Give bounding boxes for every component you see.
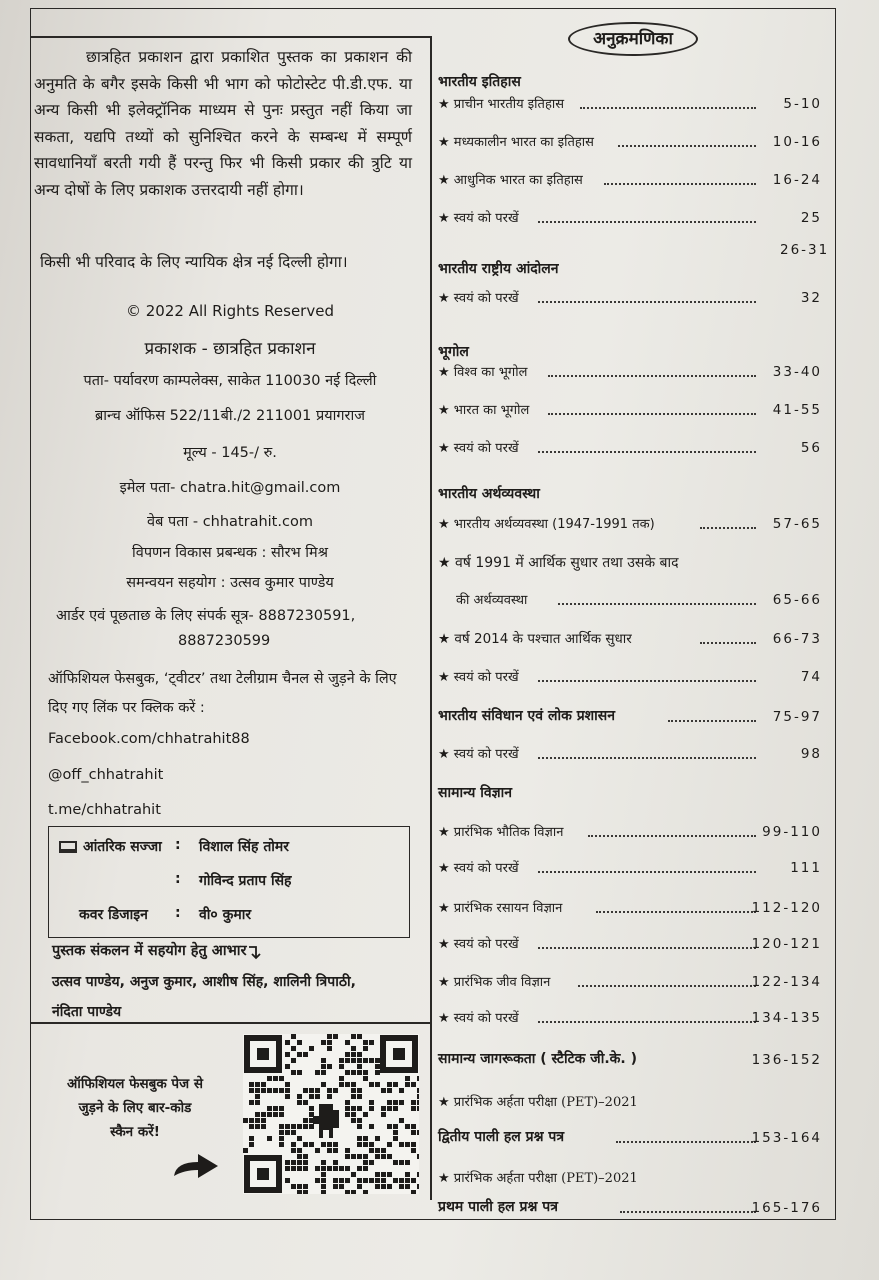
notice-text: छात्रहित प्रकाशन द्वारा प्रकाशित पुस्तक का प्रकाशन की अनुमति के बगैर इसके किसी भी भाग को फोटोस्टेट पी.डी.एफ. या अन्य किसी भी इलेक्ट्रॉनिक माध्यम से पुनः प्रस्तुत नहीं किया जा सकता, यद्यपि तथ्यों को सुनिश्चित करने के सम्बन्ध में सम्पूर्ण सावधानियाँ बरती गयी हैं परन्तु फिर भी किसी प्रकार की त्रुटि या अन्य दोषों के लिए प्रकाशक उत्तरदायी नहीं होगा। xyxy=(34,48,412,199)
entry-label: ★ स्वयं को परखें xyxy=(438,291,519,306)
entry-label: ★ प्रारंभिक रसायन विज्ञान xyxy=(438,901,563,916)
page-number: 136-152 xyxy=(751,1052,822,1068)
qr-instructions xyxy=(40,1072,230,1144)
twitter-handle[interactable]: @off_chhatrahit xyxy=(48,767,164,783)
page-number: 75-97 xyxy=(772,709,822,725)
leader-dots xyxy=(618,144,756,147)
social-note: ऑफिशियल फेसबुक, ‘ट्वीटर’ तथा टेलीग्राम चैनल से जुड़ने के लिए दिए गए लिंक पर क्लिक करें : xyxy=(48,671,397,716)
leader-dots xyxy=(538,220,756,223)
page-number: 16-24 xyxy=(772,172,822,188)
section-history: भारतीय इतिहास xyxy=(438,74,521,90)
leader-dots xyxy=(620,1210,756,1213)
entry-label: ★ स्वयं को परखें xyxy=(438,1011,519,1026)
qr-text-line: स्कैन करें! xyxy=(110,1124,160,1140)
toc-entry[interactable] xyxy=(438,627,830,649)
entry-label: ★ स्वयं को परखें xyxy=(438,211,519,226)
interior-designer-1: विशाल सिंह तोमर xyxy=(199,839,290,855)
entry-label: ★ वर्ष 1991 में आर्थिक सुधार तथा उसके बाद xyxy=(438,555,679,571)
entry-label: भारतीय संविधान एवं लोक प्रशासन xyxy=(438,708,616,724)
publisher-name: प्रकाशक - छात्रहित प्रकाशन xyxy=(144,339,316,359)
toc-entry[interactable] xyxy=(438,286,830,308)
page-number: 99-110 xyxy=(762,824,822,840)
page-number: 122-134 xyxy=(751,974,822,990)
leader-dots xyxy=(578,984,756,987)
leader-dots xyxy=(616,1140,756,1143)
toc-entry[interactable] xyxy=(438,168,830,190)
thanks-heading: पुस्तक संकलन में सहयोग हेतु आभार xyxy=(52,940,261,961)
toc-entry[interactable] xyxy=(438,742,830,764)
colon: : xyxy=(175,905,181,921)
entry-label: ★ भारत का भूगोल xyxy=(438,403,530,418)
page-number: 112-120 xyxy=(751,900,822,916)
page-number: 57-65 xyxy=(772,516,822,532)
page-number: 134-135 xyxy=(751,1010,822,1026)
marketing-manager: विपणन विकास प्रबन्धक : सौरभ मिश्र xyxy=(132,545,328,561)
page-number: 33-40 xyxy=(772,364,822,380)
leader-dots xyxy=(538,679,756,682)
toc-entry[interactable] xyxy=(438,588,830,610)
entry-label: ★ स्वयं को परखें xyxy=(438,441,519,456)
colon: : xyxy=(175,837,181,853)
page-number: 153-164 xyxy=(751,1130,822,1146)
leader-dots xyxy=(700,641,756,644)
toc-entry-line xyxy=(438,1166,830,1188)
branch-office: ब्रान्च ऑफिस 522/11बी./2 211001 प्रयागराज xyxy=(94,408,365,424)
page-number: 10-16 xyxy=(772,134,822,150)
entry-label: ★ प्राचीन भारतीय इतिहास xyxy=(438,97,565,112)
page-number: 111 xyxy=(790,860,822,876)
page-number: 120-121 xyxy=(751,936,822,952)
toc-entry[interactable] xyxy=(438,896,830,918)
toc-entry[interactable] xyxy=(438,665,830,687)
entry-label: सामान्य जागरूकता ( स्टैटिक जी.के. ) xyxy=(438,1051,637,1067)
toc-entry[interactable] xyxy=(438,1126,830,1148)
thanks-names: उत्सव पाण्डेय, अनुज कुमार, आशीष सिंह, शालिनी त्रिपाठी, xyxy=(52,974,356,990)
page-number: 66-73 xyxy=(772,631,822,647)
page-number: 74 xyxy=(800,669,822,685)
leader-dots xyxy=(538,300,756,303)
laptop-icon xyxy=(59,841,77,853)
page-number: 165-176 xyxy=(751,1200,822,1216)
toc-entry[interactable] xyxy=(438,970,830,992)
qr-rule xyxy=(30,1022,430,1024)
entry-label: ★ प्रारंभिक अर्हता परीक्षा (PET)–2021 xyxy=(438,1095,638,1110)
leader-dots xyxy=(558,602,756,605)
leader-dots xyxy=(538,1020,756,1023)
price: मूल्य - 145-/ रु. xyxy=(183,445,277,461)
leader-dots xyxy=(668,719,756,722)
section-science: सामान्य विज्ञान xyxy=(438,785,512,801)
entry-label: ★ भारतीय अर्थव्यवस्था (1947-1991 तक) xyxy=(438,517,655,532)
credits-box xyxy=(48,826,410,938)
copyright-line: © 2022 All Rights Reserved xyxy=(126,302,334,320)
toc-entry[interactable] xyxy=(438,856,830,878)
toc-entry-line xyxy=(438,552,830,574)
toc-entry[interactable] xyxy=(438,820,830,842)
leader-dots xyxy=(538,450,756,453)
toc-entry[interactable] xyxy=(438,1196,830,1218)
entry-label: ★ प्रारंभिक अर्हता परीक्षा (PET)–2021 xyxy=(438,1171,638,1186)
telegram-link[interactable]: t.me/chhatrahit xyxy=(48,802,161,818)
website: वेब पता - chhatrahit.com xyxy=(147,514,313,530)
cover-designer: वी० कुमार xyxy=(199,907,252,923)
toc-entry[interactable] xyxy=(438,512,830,534)
entry-label: द्वितीय पाली हल प्रश्न पत्र xyxy=(438,1129,565,1145)
entry-label: की अर्थव्यवस्था xyxy=(456,593,528,608)
entry-label: ★ वर्ष 2014 के पश्चात आर्थिक सुधार xyxy=(438,631,632,647)
top-rule xyxy=(30,36,430,38)
interior-designer-2: गोविन्द प्रताप सिंह xyxy=(199,873,292,889)
page-number: 56 xyxy=(800,440,822,456)
section-national-movement: भारतीय राष्ट्रीय आंदोलन xyxy=(438,261,559,277)
publisher-address: पता- पर्यावरण काम्पलेक्स, साकेत 110030 नई दिल्ली xyxy=(83,373,377,389)
leader-dots xyxy=(588,834,756,837)
page-number: 25 xyxy=(800,210,822,226)
entry-label: ★ स्वयं को परखें xyxy=(438,747,519,762)
page-number: 41-55 xyxy=(772,402,822,418)
page-number: 5-10 xyxy=(783,96,822,112)
toc-entry[interactable] xyxy=(438,398,830,420)
leader-dots xyxy=(538,870,756,873)
thanks-names-2: नंदिता पाण्डेय xyxy=(52,1004,122,1020)
leader-dots xyxy=(604,182,756,185)
toc-entry[interactable] xyxy=(438,932,830,954)
page-number: 65-66 xyxy=(772,592,822,608)
colon: : xyxy=(175,871,181,887)
leader-dots xyxy=(700,526,756,529)
section-geography: भूगोल xyxy=(438,344,469,360)
toc-title: अनुक्रमणिका xyxy=(568,22,698,56)
leader-dots xyxy=(596,910,756,913)
section-economy: भारतीय अर्थव्यवस्था xyxy=(438,486,540,502)
copyright-notice xyxy=(34,44,412,203)
leader-dots xyxy=(548,374,756,377)
entry-label: ★ मध्यकालीन भारत का इतिहास xyxy=(438,135,594,150)
page-number: 32 xyxy=(800,290,822,306)
entry-label: ★ विश्व का भूगोल xyxy=(438,365,528,380)
coordination: समन्वयन सहयोग : उत्सव कुमार पाण्डेय xyxy=(126,575,334,591)
leader-dots xyxy=(580,106,756,109)
entry-label: ★ स्वयं को परखें xyxy=(438,861,519,876)
entry-label: ★ आधुनिक भारत का इतिहास xyxy=(438,173,583,188)
arrow-right-icon xyxy=(172,1150,220,1180)
toc-entry-polity[interactable] xyxy=(438,705,830,727)
column-divider xyxy=(430,36,432,1200)
toc-entry[interactable] xyxy=(438,436,830,458)
entry-label: ★ प्रारंभिक भौतिक विज्ञान xyxy=(438,825,564,840)
leader-dots xyxy=(548,412,756,415)
toc-entry[interactable] xyxy=(438,360,830,382)
toc-entry[interactable] xyxy=(438,92,830,114)
arrow-down-icon xyxy=(247,943,261,961)
qr-text-line: जुड़ने के लिए बार-कोड xyxy=(78,1100,192,1116)
entry-label: प्रथम पाली हल प्रश्न पत्र xyxy=(438,1199,558,1215)
qr-code[interactable] xyxy=(243,1034,419,1194)
interior-label: आंतरिक सज्जा xyxy=(83,839,162,855)
cover-label: कवर डिजाइन xyxy=(79,907,148,923)
order-contact-2: 8887230599 xyxy=(178,633,271,649)
entry-label: ★ स्वयं को परखें xyxy=(438,670,519,685)
facebook-link[interactable]: Facebook.com/chhatrahit88 xyxy=(48,731,250,747)
jurisdiction-text: किसी भी परिवाद के लिए न्यायिक क्षेत्र नई दिल्ली होगा। xyxy=(40,253,348,271)
toc-entry[interactable] xyxy=(438,206,830,228)
page-number: 26-31 xyxy=(780,242,830,258)
entry-label: ★ प्रारंभिक जीव विज्ञान xyxy=(438,975,551,990)
toc-entry[interactable] xyxy=(438,130,830,152)
toc-entry-gk[interactable] xyxy=(438,1048,830,1070)
toc-entry[interactable] xyxy=(438,1006,830,1028)
order-contact: आर्डर एवं पूछताछ के लिए संपर्क सूत्र- 8887230591, xyxy=(56,608,356,624)
qr-text-line: ऑफिशियल फेसबुक पेज से xyxy=(67,1076,203,1092)
page-number: 98 xyxy=(800,746,822,762)
toc-entry-line xyxy=(438,1090,830,1112)
email: इमेल पता- chatra.hit@gmail.com xyxy=(119,480,341,496)
leader-dots xyxy=(538,946,756,949)
entry-label: ★ स्वयं को परखें xyxy=(438,937,519,952)
leader-dots xyxy=(538,756,756,759)
